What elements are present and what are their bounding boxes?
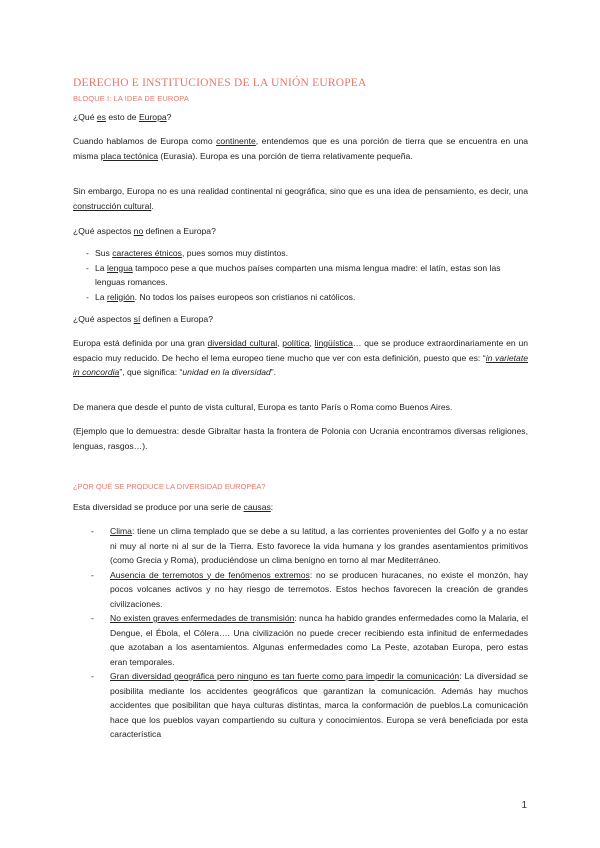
document-title: DERECHO E INSTITUCIONES DE LA UNIÓN EUROPEA [73,77,367,89]
paragraph-example: (Ejemplo que lo demuestra: desde Gibraltar hasta la frontera de Polonia con Ucrania encontramos diversas religiones, lenguas, rasgos…). [73,426,528,451]
list-item: - Clima: tiene un clima templado que se debe a su latitud, a las corrientes provenientes del Golfo y a no estar ni muy al norte ni al sur de la Tierra. Esto favorece la vida humana y los grandes asentamientos primitivos (como Grecia y Roma), produciéndose un clima benigno en torno al mar Mediterráneo. [73,524,528,568]
list-not-defining [73,246,528,304]
paragraph-causes-intro: Esta diversidad se produce por una serie de causas: [73,502,274,512]
paragraph-cultural-view: De manera que desde el punto de vista cultural, Europa es tanto París o Roma como Buenos Aires. [73,402,453,412]
list-item: - Gran diversidad geográfica pero ninguno es tan fuerte como para impedir la comunicación: La diversidad se posibilita mediante los accidentes geográficos que garantizan la comunicación. Además hay muchos accidentes que posibilitan que haya culturas distintas, marca la conformación de pueblos.La comunicación hace que los pueblos vayan compartiendo su cultura y conocimientos. Europa se verá beneficiada por esta característica [73,669,528,742]
list-item: - No existen graves enfermedades de transmisión: nunca ha habido grandes enfermedades como la Malaria, el Dengue, el Ébola, el Cólera…. Una civilización no puede crecer recibiendo esta infinitud de enfermedades que azotaban a los asentamientos. Algunas enfermedades como La Peste, azotaban Europa, pero estas eran temporales. [73,611,528,669]
list-item: - La lengua tampoco pese a que muchos países comparten una misma lengua madre: el latín, estas son las lenguas romances. [73,261,528,290]
paragraph-continent: Cuando hablamos de Europa como continente, entendemos que es una porción de tierra que se encuentra en una misma placa tectónica (Eurasia). Europa es una porción de tierra relativamente pequeña. [73,136,529,161]
paragraph-cultural-construction: Sin embargo, Europa no es una realidad continental ni geográfica, sino que es una idea de pensamiento, es decir, una construcción cultural. [73,186,528,211]
page-number: 1 [521,800,527,811]
list-item: - Ausencia de terremotos y de fenómenos extremos: no se producen huracanes, no existe el monzón, hay pocos volcanes activos y no hay riesgo de terremotos. Estos hechos favorecen la creación de grandes civilizaciones. [73,568,528,612]
list-causes [73,524,528,742]
section-heading: ¿POR QUÉ SE PRODUCE LA DIVERSIDAD EUROPEA? [73,482,266,491]
question-what-does-not-define: ¿Qué aspectos no definen a Europa? [73,226,216,236]
document-subtitle: BLOQUE I: LA IDEA DE EUROPA [73,94,189,103]
question-what-is-europe: ¿Qué es esto de Europa? [73,112,172,122]
paragraph-diversity: Europa está definida por una gran diversidad cultural, política, lingüística… que se produce extraordinariamente en un espacio muy reducido. De hecho el lema europeo tiene mucho que ver con esta definición, puesto que es: “in varietate in concordia”, que significa: “unidad en la diversidad”. [73,338,529,377]
list-item: - Sus caracteres étnicos, pues somos muy distintos. [73,246,528,261]
question-what-defines: ¿Qué aspectos sí definen a Europa? [73,314,213,324]
list-item: - La religión. No todos los países europeos son cristianos ni católicos. [73,290,528,305]
